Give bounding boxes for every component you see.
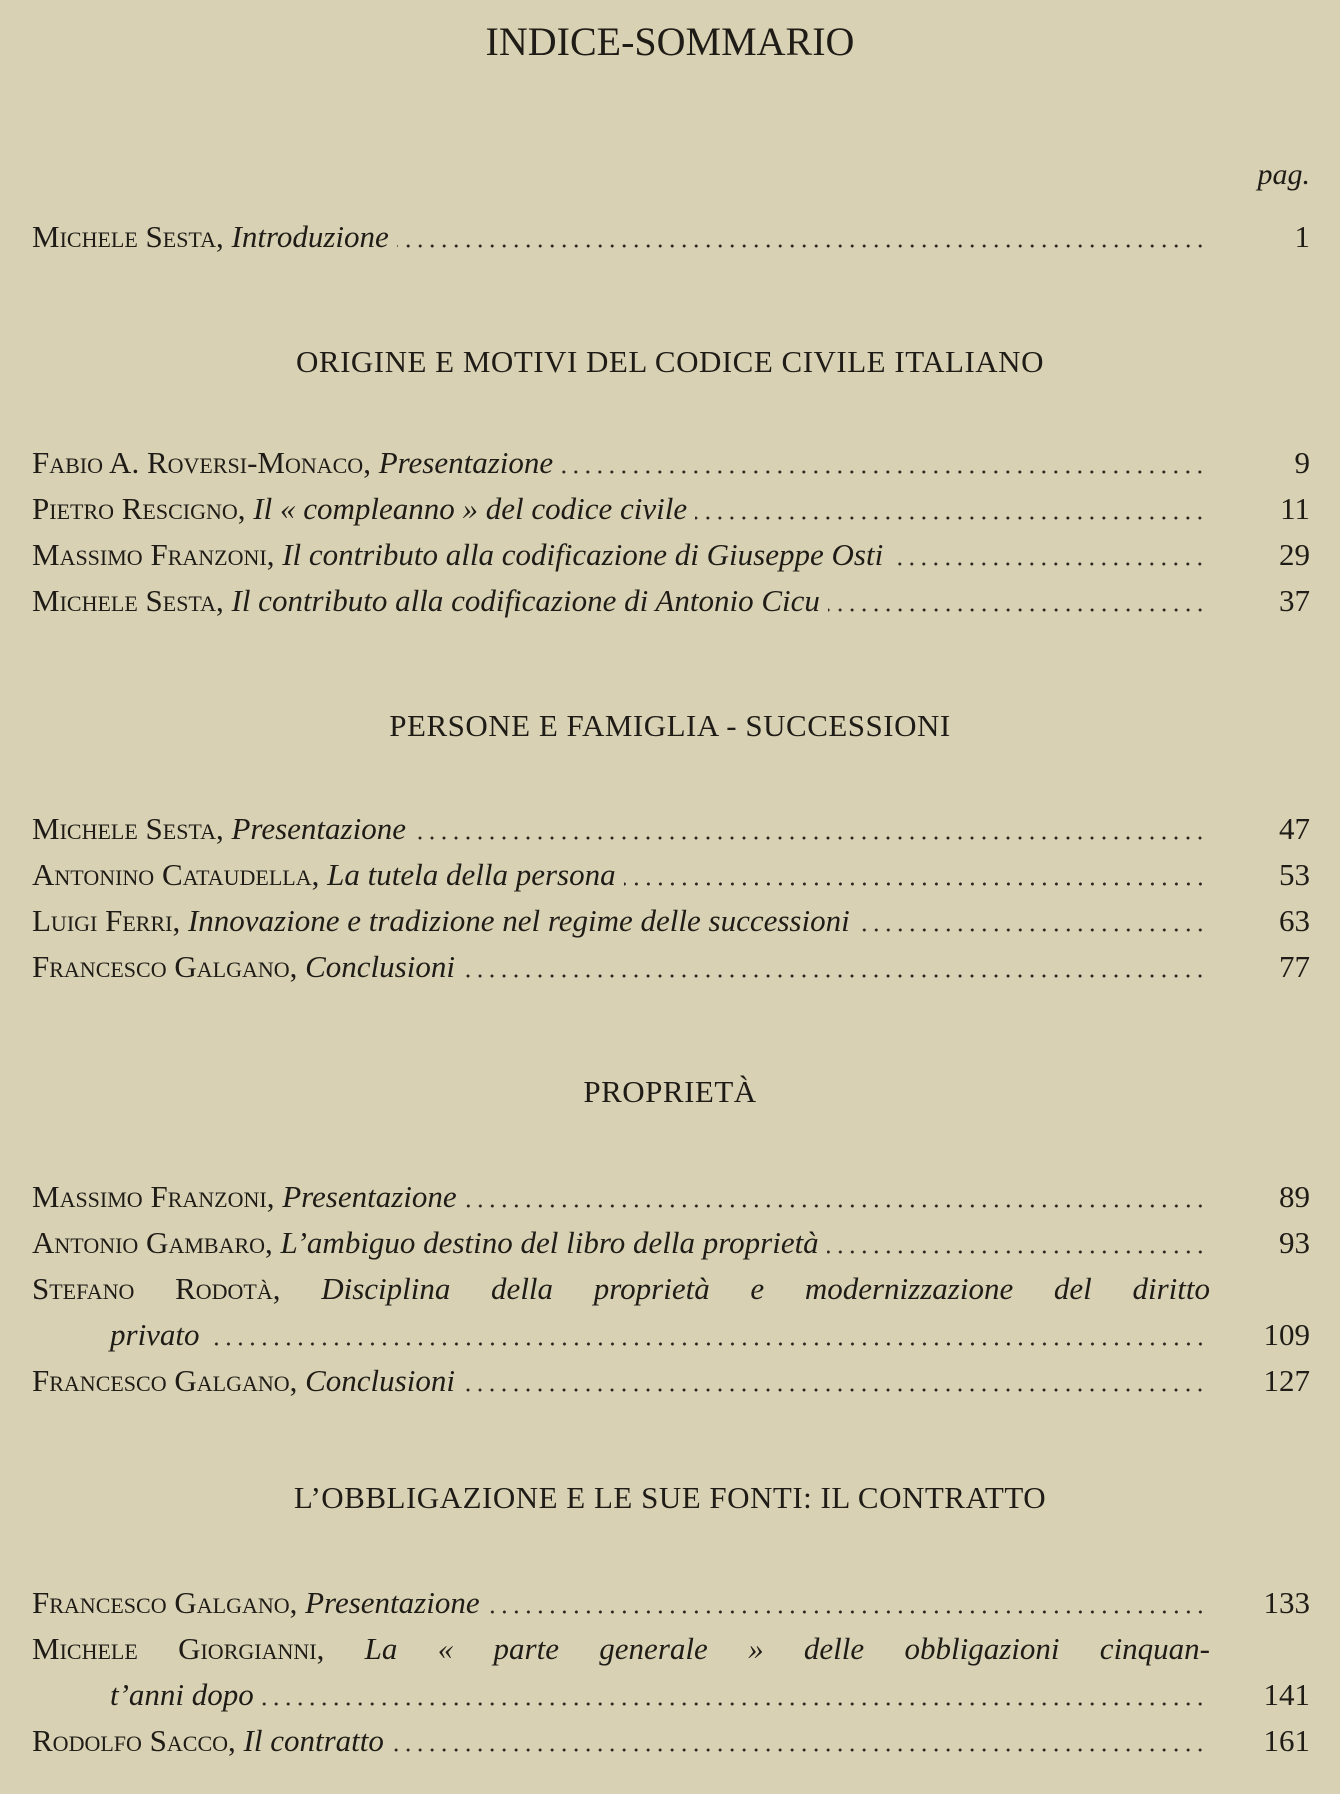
entry-title-continuation: privato (110, 1317, 200, 1352)
toc-entry[interactable] (32, 1266, 1310, 1312)
dot-leader (695, 516, 1206, 520)
dot-leader (488, 1610, 1206, 1614)
dot-leader (858, 928, 1206, 932)
entry-author: Pietro Rescigno (32, 491, 238, 526)
entry-author: Michele Giorgianni (32, 1631, 317, 1666)
toc-entry[interactable]: Massimo Franzoni , Il contributo alla codificazione di Giuseppe Osti 29 (32, 532, 1310, 578)
dot-leader (828, 608, 1206, 612)
entry-page: 89 (1279, 1179, 1310, 1214)
toc-entry[interactable] (32, 1626, 1310, 1672)
toc-entry-continuation[interactable] (110, 1672, 1310, 1718)
entry-title: L’ambiguo destino del libro della proprietà (280, 1225, 819, 1260)
entry-page: 161 (1263, 1723, 1310, 1758)
entry-title: Presentazione (305, 1585, 480, 1620)
entry-page: 133 (1263, 1585, 1310, 1620)
entry-page: 53 (1279, 857, 1310, 892)
entry-author: Rodolfo Sacco (32, 1723, 229, 1758)
entry-title: Il contributo alla codificazione di Antonio Cicu (231, 583, 820, 618)
entry-author: Fabio A. Roversi-Monaco (32, 445, 364, 480)
toc-entry[interactable]: Luigi Ferri , Innovazione e tradizione nel regime delle successioni 63 (32, 898, 1310, 944)
entry-author: Francesco Galgano (32, 949, 290, 984)
toc-entry[interactable]: Fabio A. Roversi-Monaco , Presentazione 9 (32, 440, 1310, 486)
entry-title: Disciplina della proprietà e modernizzazione del diritto (321, 1271, 1210, 1306)
entry-author: Michele Sesta (32, 219, 216, 254)
section-heading: ORIGINE E MOTIVI DEL CODICE CIVILE ITALIANO (296, 344, 1044, 379)
entry-title: Presentazione (231, 811, 406, 846)
entry-author: Massimo Franzoni (32, 1179, 267, 1214)
entry-title: Il « compleanno » del codice civile (253, 491, 688, 526)
entry-author: Luigi Ferri (32, 903, 173, 938)
section-heading: PROPRIETÀ (583, 1074, 757, 1109)
entry-page: 77 (1279, 949, 1310, 984)
toc-entry[interactable]: Pietro Rescigno , Il « compleanno » del codice civile 11 (32, 486, 1310, 532)
dot-leader (392, 1748, 1206, 1752)
entry-page: 109 (1263, 1317, 1310, 1352)
dot-leader (561, 470, 1206, 474)
dot-leader (465, 1204, 1206, 1208)
entry-page: 11 (1280, 491, 1310, 526)
toc-entry[interactable]: Michele Sesta , Presentazione 47 (32, 806, 1310, 852)
entry-author: Michele Sesta (32, 583, 216, 618)
entry-first-line: Stefano Rodotà, Disciplina della proprietà e modernizzazione del diritto (32, 1271, 1210, 1306)
entry-author: Stefano Rodotà (32, 1271, 273, 1306)
entry-page: 47 (1279, 811, 1310, 846)
dot-leader (262, 1702, 1206, 1706)
entry-page: 29 (1279, 537, 1310, 572)
entry-page: 1 (1294, 219, 1310, 254)
entry-title: Conclusioni (305, 1363, 455, 1398)
toc-entry[interactable]: Francesco Galgano , Presentazione 133 (32, 1580, 1310, 1626)
dot-leader (624, 882, 1206, 886)
section-heading: PERSONE E FAMIGLIA - SUCCESSIONI (389, 708, 951, 743)
entry-title: Presentazione (378, 445, 554, 480)
toc-entry[interactable]: Michele Sesta , Introduzione 1 (32, 214, 1310, 260)
dot-leader (463, 974, 1206, 978)
toc-entry-continuation[interactable] (110, 1312, 1310, 1358)
toc-entry[interactable]: Francesco Galgano , Conclusioni 127 (32, 1358, 1310, 1404)
entry-author: Antonio Gambaro (32, 1225, 266, 1260)
entry-author: Francesco Galgano (32, 1585, 290, 1620)
entry-title: Conclusioni (305, 949, 455, 984)
toc-entry[interactable]: Francesco Galgano , Conclusioni 77 (32, 944, 1310, 990)
dot-leader (827, 1250, 1206, 1254)
toc-entry[interactable]: Antonino Cataudella , La tutela della persona 53 (32, 852, 1310, 898)
dot-leader (397, 244, 1206, 248)
entry-page: 37 (1279, 583, 1310, 618)
toc-entry[interactable]: Antonio Gambaro , L’ambiguo destino del libro della proprietà 93 (32, 1220, 1310, 1266)
dot-leader (208, 1342, 1206, 1346)
entry-author: Francesco Galgano (32, 1363, 290, 1398)
entry-first-line: Michele Giorgianni, La « parte generale » delle obbligazioni cinquan- (32, 1631, 1211, 1666)
entry-page: 63 (1279, 903, 1310, 938)
section-heading: L’OBBLIGAZIONE E LE SUE FONTI: IL CONTRATTO (293, 1480, 1047, 1515)
toc-entry[interactable]: Michele Sesta , Il contributo alla codificazione di Antonio Cicu 37 (32, 578, 1310, 624)
dot-leader (891, 562, 1206, 566)
entry-title: Introduzione (231, 219, 389, 254)
entry-title: Il contributo alla codificazione di Giuseppe Osti (282, 537, 884, 572)
dot-leader (414, 836, 1206, 840)
entry-title: Presentazione (282, 1179, 457, 1214)
dot-leader (463, 1388, 1206, 1392)
entry-author: Massimo Franzoni (32, 537, 267, 572)
entry-page: 127 (1263, 1363, 1310, 1398)
entry-author: Antonino Cataudella (32, 857, 312, 892)
entry-page: 9 (1294, 445, 1310, 480)
entry-author: Michele Sesta (32, 811, 216, 846)
entry-page: 93 (1279, 1225, 1310, 1260)
entry-title-continuation: t’anni dopo (110, 1677, 254, 1712)
page-column-label: pag. (1257, 158, 1310, 191)
entry-page: 141 (1263, 1677, 1310, 1712)
entry-title: Il contratto (243, 1723, 384, 1758)
page-title: INDICE-SOMMARIO (485, 19, 855, 64)
entry-title: La tutela della persona (327, 857, 616, 892)
entry-title: La « parte generale » delle obbligazioni cinquan- (364, 1631, 1211, 1666)
entry-title: Innovazione e tradizione nel regime delle successioni (187, 903, 850, 938)
toc-entry[interactable]: Massimo Franzoni , Presentazione 89 (32, 1174, 1310, 1220)
toc-entry[interactable]: Rodolfo Sacco , Il contratto 161 (32, 1718, 1310, 1764)
